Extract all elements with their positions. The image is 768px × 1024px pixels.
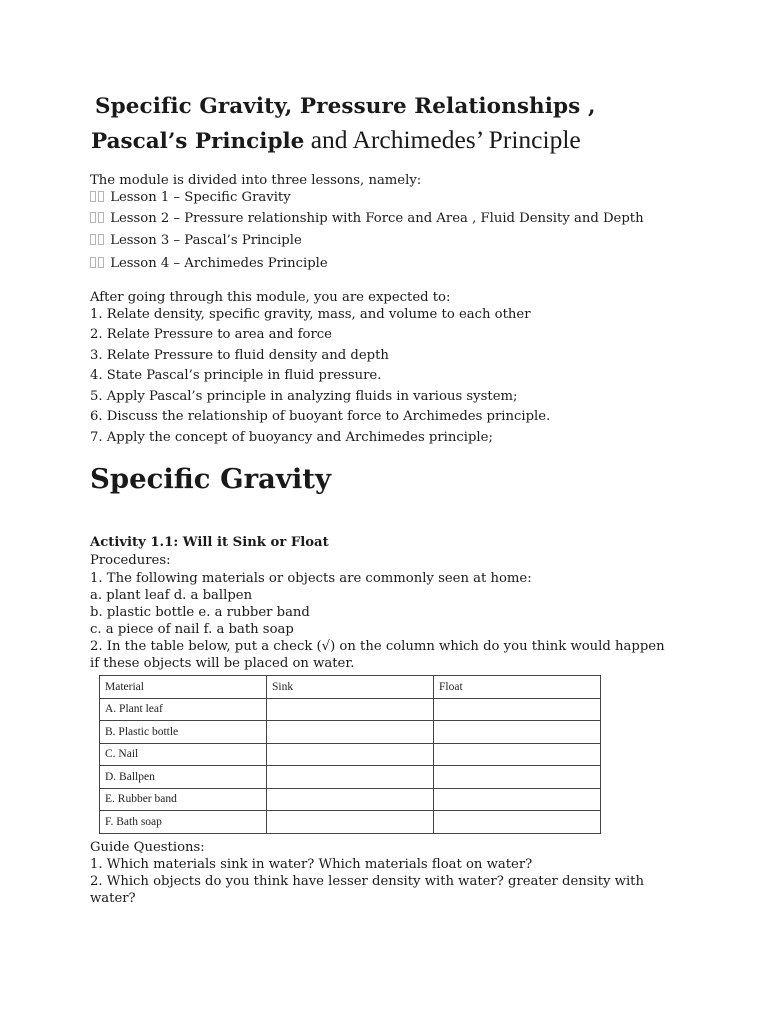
lesson-label: Lesson 3 – Pascal’s Principle bbox=[110, 233, 302, 248]
objectives-intro: After going through this module, you are expected to: bbox=[90, 290, 451, 305]
table-row bbox=[100, 811, 601, 834]
material-cell: F. Bath soap bbox=[100, 811, 267, 834]
procedure-line: c. a piece of nail f. a bath soap bbox=[90, 622, 294, 637]
guide-questions-label: Guide Questions: bbox=[90, 840, 205, 855]
lesson-label: Lesson 2 – Pressure relationship with Force and Area , Fluid Density and Depth bbox=[110, 211, 644, 226]
guide-question: 1. Which materials sink in water? Which materials float on water? bbox=[90, 857, 533, 872]
float-cell[interactable] bbox=[434, 811, 601, 834]
lesson-item bbox=[90, 256, 328, 272]
bullet-icon bbox=[98, 257, 104, 268]
procedure-line: a. plant leaf d. a ballpen bbox=[90, 588, 253, 603]
procedure-line: 2. In the table below, put a check (√) on the column which do you think would happen bbox=[90, 639, 665, 654]
objective-item: 5. Apply Pascal’s principle in analyzing fluids in various system; bbox=[90, 389, 518, 404]
float-cell[interactable] bbox=[434, 743, 601, 766]
material-cell: E. Rubber band bbox=[100, 788, 267, 811]
sink-cell[interactable] bbox=[267, 788, 434, 811]
lesson-label: Lesson 4 – Archimedes Principle bbox=[110, 256, 328, 271]
material-cell: A. Plant leaf bbox=[100, 698, 267, 721]
title-regular-part: and Archimedes’ Principle bbox=[304, 125, 581, 154]
float-cell[interactable] bbox=[434, 698, 601, 721]
objective-item: 1. Relate density, specific gravity, mass, and volume to each other bbox=[90, 307, 531, 322]
document-title-line-1: Specific Gravity, Pressure Relationships , bbox=[95, 94, 596, 119]
activity-title: Activity 1.1: Will it Sink or Float bbox=[90, 535, 329, 550]
procedures-label: Procedures: bbox=[90, 553, 171, 568]
float-cell[interactable] bbox=[434, 721, 601, 744]
objective-item: 6. Discuss the relationship of buoyant force to Archimedes principle. bbox=[90, 409, 551, 424]
bullet-icon bbox=[90, 234, 96, 245]
sink-cell[interactable] bbox=[267, 811, 434, 834]
lesson-item bbox=[90, 233, 302, 249]
procedure-line: 1. The following materials or objects are commonly seen at home: bbox=[90, 571, 532, 586]
bullet-icon bbox=[90, 191, 96, 202]
float-cell[interactable] bbox=[434, 788, 601, 811]
table-row bbox=[100, 743, 601, 766]
objective-item: 7. Apply the concept of buoyancy and Archimedes principle; bbox=[90, 430, 493, 445]
guide-question: water? bbox=[90, 891, 136, 906]
bullet-icon bbox=[98, 191, 104, 202]
sink-cell[interactable] bbox=[267, 721, 434, 744]
bullet-icon bbox=[90, 212, 96, 223]
lesson-label: Lesson 1 – Specific Gravity bbox=[110, 190, 291, 205]
objective-item: 4. State Pascal’s principle in fluid pressure. bbox=[90, 368, 382, 383]
material-cell: C. Nail bbox=[100, 743, 267, 766]
bullet-icon bbox=[90, 257, 96, 268]
bullet-icon bbox=[98, 212, 104, 223]
intro-text: The module is divided into three lessons, namely: bbox=[90, 173, 422, 188]
document-title-line-2 bbox=[91, 125, 581, 155]
objective-item: 2. Relate Pressure to area and force bbox=[90, 327, 332, 342]
sink-cell[interactable] bbox=[267, 766, 434, 789]
header-material: Material bbox=[100, 676, 267, 699]
table-row bbox=[100, 788, 601, 811]
procedure-line: b. plastic bottle e. a rubber band bbox=[90, 605, 310, 620]
header-sink: Sink bbox=[267, 676, 434, 699]
table-row bbox=[100, 721, 601, 744]
bullet-icon bbox=[98, 234, 104, 245]
sink-float-table bbox=[99, 675, 601, 834]
guide-question: 2. Which objects do you think have lesser density with water? greater density with bbox=[90, 874, 644, 889]
lesson-item bbox=[90, 211, 644, 227]
sink-cell[interactable] bbox=[267, 743, 434, 766]
lesson-item bbox=[90, 190, 291, 206]
material-cell: B. Plastic bottle bbox=[100, 721, 267, 744]
objective-item: 3. Relate Pressure to fluid density and depth bbox=[90, 348, 389, 363]
table-header-row bbox=[100, 676, 601, 699]
procedure-line: if these objects will be placed on water. bbox=[90, 656, 355, 671]
table-row bbox=[100, 698, 601, 721]
material-cell: D. Ballpen bbox=[100, 766, 267, 789]
header-float: Float bbox=[434, 676, 601, 699]
sink-cell[interactable] bbox=[267, 698, 434, 721]
title-bold-part: Pascal’s Principle bbox=[91, 129, 305, 154]
float-cell[interactable] bbox=[434, 766, 601, 789]
table-row bbox=[100, 766, 601, 789]
section-heading: Specific Gravity bbox=[90, 463, 331, 495]
